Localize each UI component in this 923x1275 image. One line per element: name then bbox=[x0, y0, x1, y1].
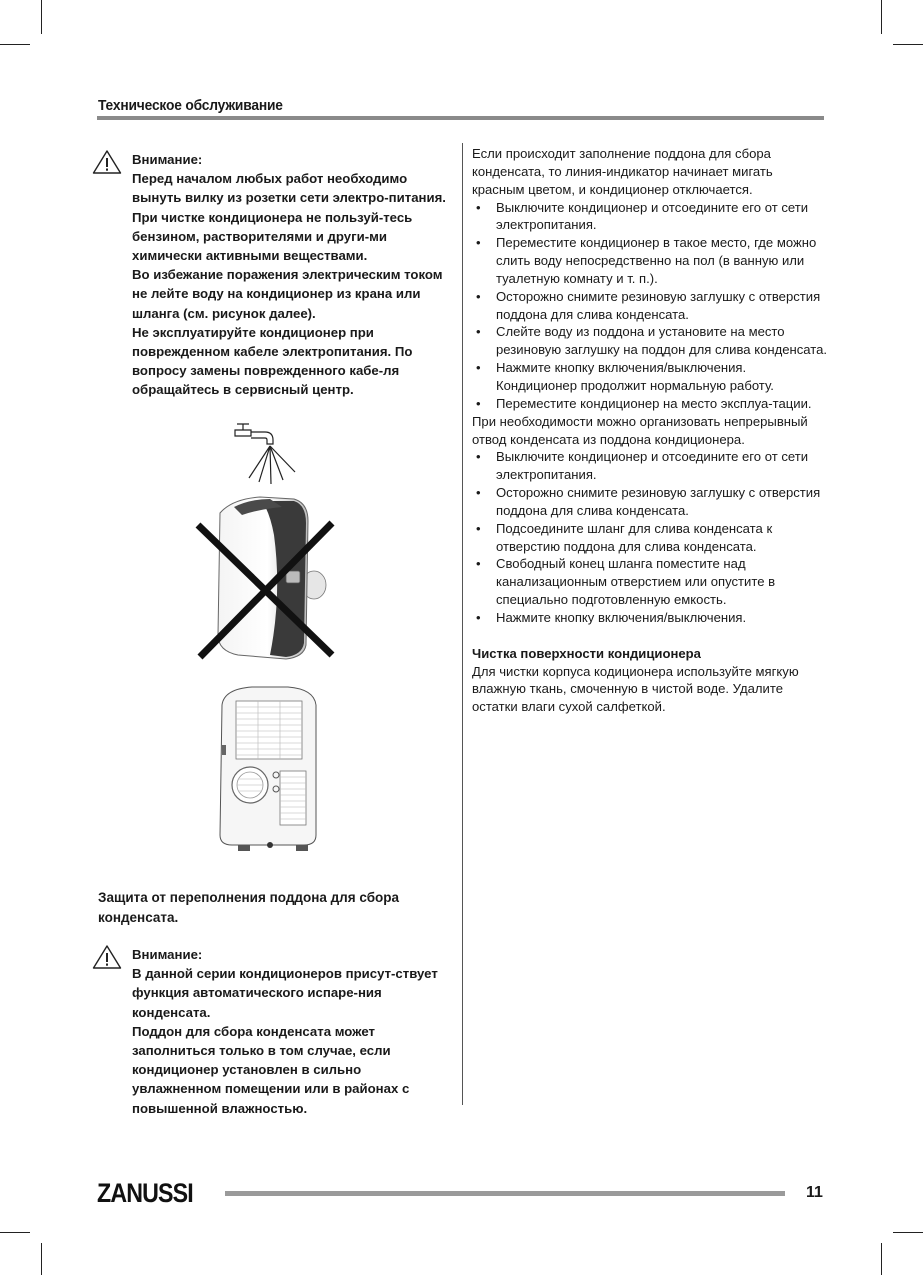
warning-paragraph: Перед началом любых работ необходимо вынуть вилку из розетки сети электро-питания. bbox=[132, 171, 446, 206]
continuous-steps-list bbox=[472, 448, 828, 626]
crop-mark bbox=[41, 0, 42, 34]
crop-mark bbox=[0, 44, 30, 45]
air-conditioner-front-illustration bbox=[190, 495, 340, 665]
list-item: • Переместите кондиционер в такое место, где можно слить воду непосредственно на пол (в ванную или туалетную комнату и т. п.). bbox=[472, 234, 828, 288]
crop-mark bbox=[893, 1232, 923, 1233]
list-item: • Свободный конец шланга поместите над канализационным отверстием или опустите в специально подготовленную емкость. bbox=[472, 555, 828, 609]
footer-rule bbox=[225, 1191, 785, 1196]
warning-paragraph: Поддон для сбора конденсата может заполниться только в том случае, если кондиционер установлен в сильно увлажненном помещении или в районах с повышенной влажностью. bbox=[132, 1023, 410, 1116]
intro-paragraph: Если происходит заполнение поддона для сбора конденсата, то линия-индикатор начинает мигать красным цветом, и кондиционер отключается. bbox=[472, 146, 773, 197]
warning-bottom bbox=[92, 945, 452, 1116]
list-item: • Подсоедините шланг для слива конденсата к отверстию поддона для слива конденсата. bbox=[472, 520, 828, 556]
warning-paragraph: Не эксплуатируйте кондиционер при поврежденном кабеле электропитания. По вопросу замены поврежденного кабе-ля обращайтесь в сервисный центр. bbox=[132, 324, 413, 398]
crop-mark bbox=[41, 1243, 42, 1275]
warning-paragraph: При чистке кондиционера не пользуй-тесь бензином, растворителями и други-ми химически активными веществами. bbox=[132, 209, 413, 264]
drain-steps-list bbox=[472, 199, 828, 413]
air-conditioner-back-illustration bbox=[212, 685, 324, 855]
cleaning-heading: Чистка поверхности кондиционера bbox=[472, 645, 701, 661]
warning-bottom-text bbox=[132, 945, 452, 1118]
overflow-protection-heading: Защита от переполнения поддона для сбора конденсата. bbox=[98, 890, 400, 925]
continuous-drain-intro: При необходимости можно организовать непрерывный отвод конденсата из поддона кондиционера. bbox=[472, 413, 808, 447]
warning-top bbox=[92, 150, 452, 400]
list-item: • Осторожно снимите резиновую заглушку с отверстия поддона для слива конденсата. bbox=[472, 484, 828, 520]
warning-triangle-icon bbox=[92, 945, 122, 969]
list-item: • Выключите кондиционер и отсоедините его от сети электропитания. bbox=[472, 199, 828, 235]
title-rule bbox=[97, 116, 824, 120]
list-item: • Нажмите кнопку включения/выключения. Кондиционер продолжит нормальную работу. bbox=[472, 359, 828, 395]
warning-label: Внимание: bbox=[132, 947, 203, 962]
list-item: • Слейте воду из поддона и установите на место резиновую заглушку на поддон для слива конденсата. bbox=[472, 323, 828, 359]
crop-mark bbox=[881, 1243, 882, 1275]
crop-mark bbox=[881, 0, 882, 34]
warning-triangle-icon bbox=[92, 150, 122, 174]
crop-mark bbox=[0, 1232, 30, 1233]
warning-paragraph: В данной серии кондиционеров присут-ствует функция автоматического испаре-ния конденсата. bbox=[132, 966, 438, 1020]
brand-logo: ZANUSSI bbox=[97, 1178, 193, 1208]
warning-label: Внимание: bbox=[132, 152, 203, 167]
list-item: • Нажмите кнопку включения/выключения. bbox=[472, 609, 828, 627]
warning-paragraph: Во избежание поражения электрическим током не лейте воду на кондиционер из крана или шланга (см. рисунок далее). bbox=[132, 267, 443, 321]
cleaning-paragraph: Для чистки корпуса кодиционера используйте мягкую влажную ткань, смоченную в чистой воде. Удалите остатки влаги сухой салфеткой. bbox=[472, 663, 799, 715]
page-number: 11 bbox=[806, 1184, 823, 1201]
water-tap-icon bbox=[225, 418, 305, 486]
warning-top-text bbox=[132, 150, 452, 400]
list-item: • Осторожно снимите резиновую заглушку с отверстия поддона для слива конденсата. bbox=[472, 288, 828, 324]
column-divider bbox=[462, 143, 463, 1105]
right-column bbox=[472, 145, 828, 716]
list-item: • Переместите кондиционер на место эксплуа-тации. bbox=[472, 395, 828, 413]
crop-mark bbox=[893, 44, 923, 45]
list-item: • Выключите кондиционер и отсоедините его от сети электропитания. bbox=[472, 448, 828, 484]
section-title: Техническое обслуживание bbox=[98, 97, 283, 114]
